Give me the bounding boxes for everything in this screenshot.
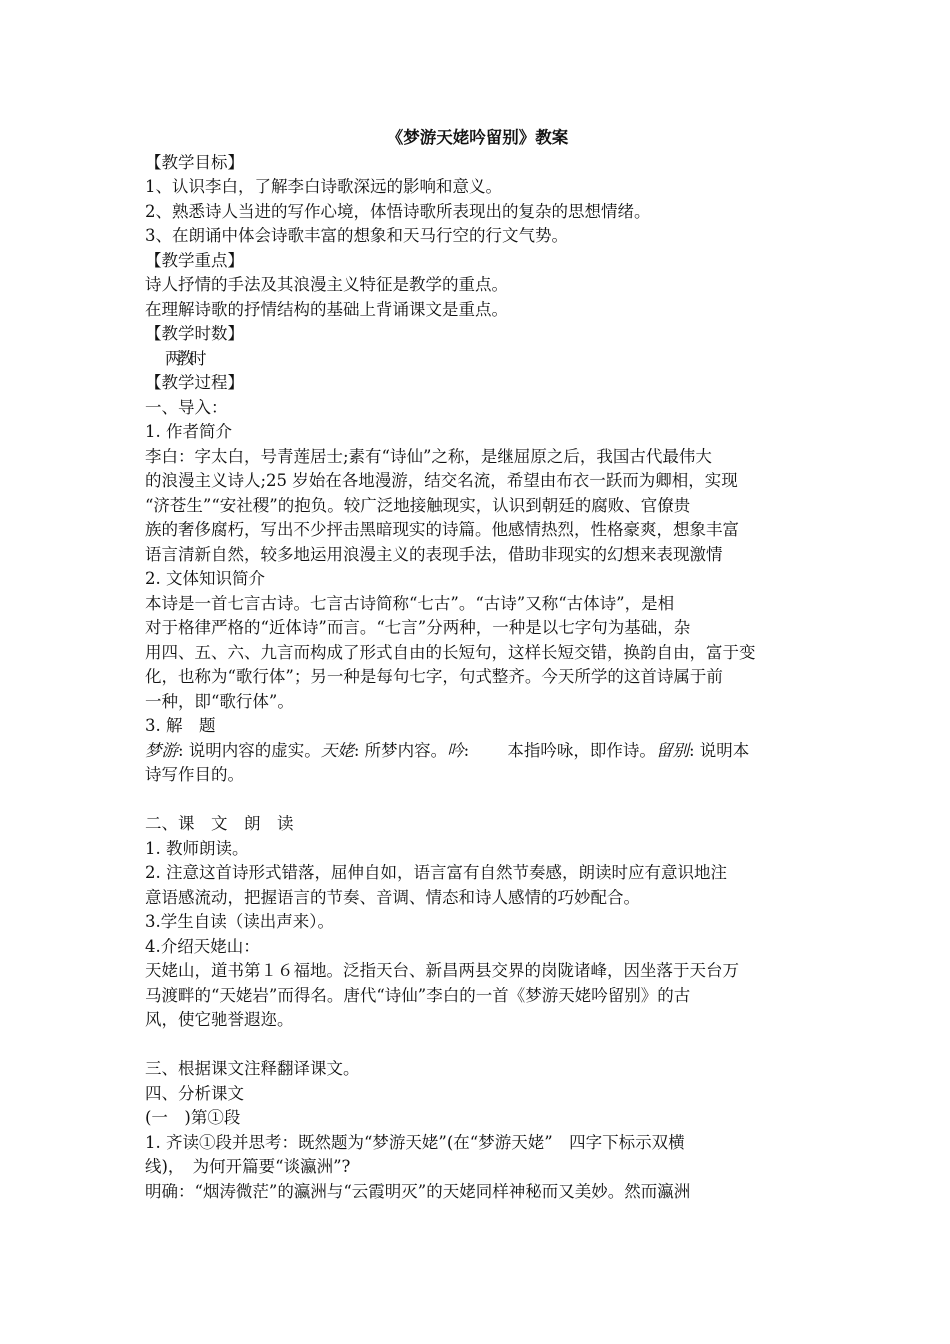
goals-heading: 【教学目标】 bbox=[145, 152, 244, 172]
hours-value: 两教时 bbox=[165, 348, 203, 368]
read-item: 意语感流动，把握语言的节奏、音调、情态和诗人感情的巧妙配合。 bbox=[145, 887, 640, 907]
question-line: 1. 齐读①段并思考：既然题为“梦游天姥”(在“梦游天姥” 四字下标示双横 bbox=[145, 1132, 685, 1152]
author-text-line: “济苍生”“安社稷”的抱负。较广泛地接触现实，认识到朝廷的腐败、官僚贵 bbox=[145, 495, 691, 515]
question-line: 线)， 为何开篇要“谈瀛洲”? bbox=[145, 1157, 351, 1176]
explain-text-line: 诗写作目的。 bbox=[145, 765, 244, 784]
term-desc: : 本指吟咏，即作诗。 bbox=[463, 740, 656, 760]
answer-line: 明确：“烟涛微茫”的瀛洲与“云霞明灭”的天姥同样神秘而又美妙。然而瀛洲 bbox=[145, 1181, 691, 1201]
goal-item: 2、熟悉诗人当进的写作心境，体悟诗歌所表现出的复杂的思想情绪。 bbox=[145, 201, 651, 221]
explain-heading: 3. 解 题 bbox=[145, 716, 216, 735]
read-item: 3.学生自读（读出声来）。 bbox=[145, 912, 334, 931]
focus-heading: 【教学重点】 bbox=[145, 250, 244, 270]
term-mengyou: 梦游 bbox=[145, 740, 178, 760]
author-text-line: 的浪漫主义诗人;25 岁始在各地漫游，结交名流，希望由布衣一跃而为卿相，实现 bbox=[145, 471, 738, 490]
explain-text-line bbox=[145, 739, 810, 764]
read-heading: 二、课 文 朗 读 bbox=[145, 814, 294, 833]
spacer bbox=[145, 788, 810, 813]
hours-heading: 【教学时数】 bbox=[145, 324, 244, 343]
part-heading: (一 )第①段 bbox=[145, 1108, 241, 1127]
genre-heading: 2. 文体知识简介 bbox=[145, 569, 265, 588]
read-item: 2. 注意这首诗形式错落，屈伸自如，语言富有自然节奏感，朗读时应有意识地注 bbox=[145, 863, 727, 882]
spacer bbox=[145, 1033, 810, 1058]
author-text-line: 李白：字太白，号青莲居士;素有“诗仙”之称，是继屈原之后，我国古代最伟大 bbox=[145, 446, 712, 466]
genre-text-line: 对于格律严格的“近体诗”而言。“七言”分两种，一种是以七字句为基础，杂 bbox=[145, 618, 691, 637]
goal-item: 1、认识李白，了解李白诗歌深远的影响和意义。 bbox=[145, 177, 502, 196]
genre-text-line: 化，也称为“歌行体”；另一种是每句七字，句式整齐。今天所学的这首诗属于前 bbox=[145, 667, 723, 686]
author-text-line: 族的奢侈腐朽，写出不少抨击黑暗现实的诗篇。他感情热烈，性格豪爽，想象丰富 bbox=[145, 520, 739, 539]
read-item: 4.介绍天姥山： bbox=[145, 936, 260, 956]
author-text-line: 语言清新自然，较多地运用浪漫主义的表现手法，借助非现实的幻想来表现激情 bbox=[145, 544, 723, 564]
mountain-text-line: 马渡畔的“天姥岩”而得名。唐代“诗仙”李白的一首《梦游天姥吟留别》的古 bbox=[145, 985, 691, 1005]
mountain-text-line: 天姥山，道书第１６福地。泛指天台、新昌两县交界的岗陇诸峰，因坐落于天台万 bbox=[145, 961, 739, 980]
goal-item: 3、在朗诵中体会诗歌丰富的想象和天马行空的行文气势。 bbox=[145, 226, 568, 245]
author-heading: 1. 作者简介 bbox=[145, 422, 232, 441]
term-desc: : 说明内容的虚实。 bbox=[178, 740, 321, 760]
genre-text-line: 用四、五、六、九言而构成了形式自由的长短句，这样长短交错，换韵自由，富于变 bbox=[145, 642, 756, 662]
term-liubie: 留别 bbox=[655, 740, 689, 760]
term-desc: : 所梦内容。 bbox=[353, 740, 448, 760]
focus-item: 在理解诗歌的抒情结构的基础上背诵课文是重点。 bbox=[145, 299, 508, 319]
page-title: 《梦游天姥吟留别》教案 bbox=[386, 128, 569, 147]
intro-heading: 一、导入： bbox=[145, 397, 228, 417]
lesson-plan-page bbox=[145, 126, 810, 1204]
genre-text-line: 本诗是一首七言古诗。七言古诗简称“七古”。“古诗”又称“古体诗”，是相 bbox=[145, 593, 675, 613]
analyze-heading: 四、分析课文 bbox=[145, 1083, 244, 1103]
translate-heading: 三、根据课文注释翻译课文。 bbox=[145, 1059, 360, 1078]
process-heading: 【教学过程】 bbox=[145, 373, 244, 392]
term-tianmu: 天姥 bbox=[320, 740, 354, 760]
focus-item: 诗人抒情的手法及其浪漫主义特征是教学的重点。 bbox=[145, 275, 508, 294]
read-item: 1. 教师朗读。 bbox=[145, 838, 249, 858]
mountain-text-line: 风，使它驰誉遐迩。 bbox=[145, 1010, 294, 1029]
term-desc: : 说明本 bbox=[688, 740, 750, 760]
term-yin: 吟 bbox=[447, 740, 464, 760]
genre-text-line: 一种，即“歌行体”。 bbox=[145, 691, 294, 711]
